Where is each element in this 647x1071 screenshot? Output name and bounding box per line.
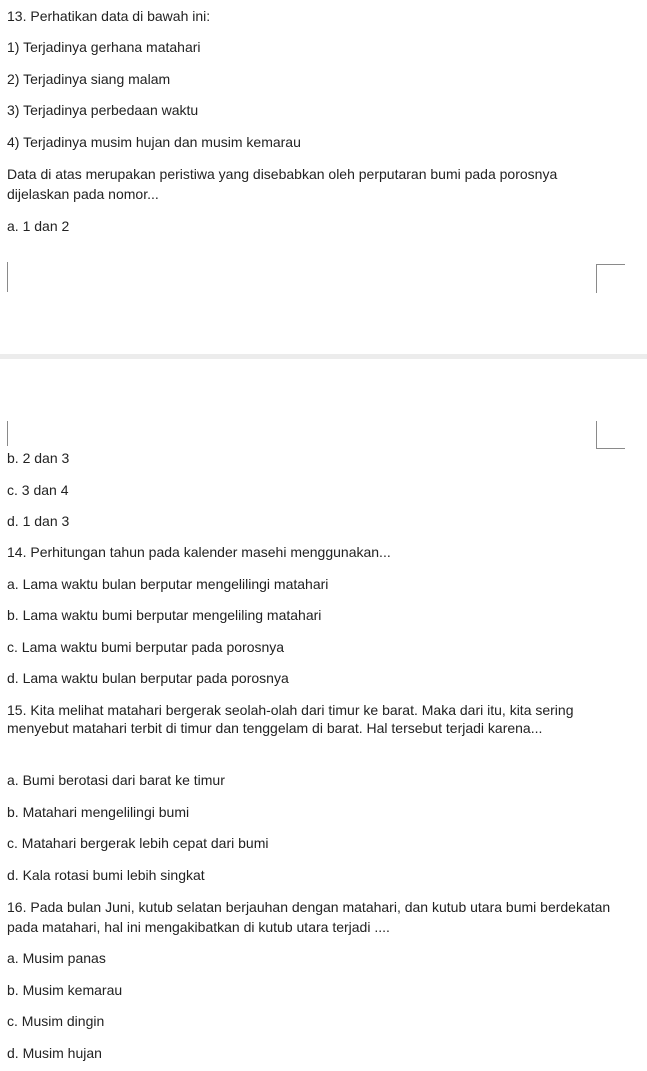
q13-question: Data di atas merupakan peristiwa yang disebabkan oleh perputaran bumi pada porosnya dijelaskan pada nomor...: [7, 166, 558, 202]
q16-option-d: d. Musim hujan: [7, 1045, 102, 1061]
q14-option-d: d. Lama waktu bulan berputar pada porosnya: [7, 670, 289, 686]
q15-option-b: b. Matahari mengelilingi bumi: [7, 804, 190, 820]
q13-option-d: d. 1 dan 3: [7, 513, 70, 529]
q14-question: 14. Perhitungan tahun pada kalender masehi menggunakan...: [7, 544, 391, 560]
q13-option-a: a. 1 dan 2: [7, 218, 70, 234]
q16-question: 16. Pada bulan Juni, kutub selatan berjauhan dengan matahari, dan kutub utara bumi berdekatan pada matahari, hal ini mengakibatkan di kutub utara terjadi ....: [7, 899, 611, 935]
q15-option-a: a. Bumi berotasi dari barat ke timur: [7, 772, 225, 788]
q14-option-c: c. Lama waktu bumi berputar pada porosnya: [7, 639, 285, 655]
crop-mark-bottom-left: [7, 421, 8, 446]
q15-option-c: c. Matahari bergerak lebih cepat dari bumi: [7, 835, 269, 851]
crop-mark-bottom-right: [596, 421, 625, 449]
page-gap-divider: [0, 354, 647, 359]
q13-item-4: 4) Terjadinya musim hujan dan musim kemarau: [7, 134, 301, 150]
q13-item-3: 3) Terjadinya perbedaan waktu: [7, 102, 199, 118]
q13-option-c: c. 3 dan 4: [7, 482, 69, 498]
q14-option-b: b. Lama waktu bumi berputar mengeliling matahari: [7, 607, 322, 623]
q16-option-a: a. Musim panas: [7, 950, 106, 966]
q14-option-a: a. Lama waktu bulan berputar mengelilingi matahari: [7, 576, 329, 592]
q15-question: 15. Kita melihat matahari bergerak seolah-olah dari timur ke barat. Maka dari itu, kita sering menyebut matahari terbit di timur dan tenggelam di barat. Hal tersebut terjadi karena...: [7, 702, 574, 736]
q13-item-1: 1) Terjadinya gerhana matahari: [7, 39, 201, 55]
q13-item-2: 2) Terjadinya siang malam: [7, 71, 171, 87]
q16-option-b: b. Musim kemarau: [7, 982, 123, 998]
crop-mark-top-left: [7, 262, 8, 292]
q16-option-c: c. Musim dingin: [7, 1013, 105, 1029]
q15-option-d: d. Kala rotasi bumi lebih singkat: [7, 867, 205, 883]
q13-option-b: b. 2 dan 3: [7, 450, 70, 466]
q13-header: 13. Perhatikan data di bawah ini:: [7, 8, 211, 24]
crop-mark-top-right: [596, 264, 625, 293]
